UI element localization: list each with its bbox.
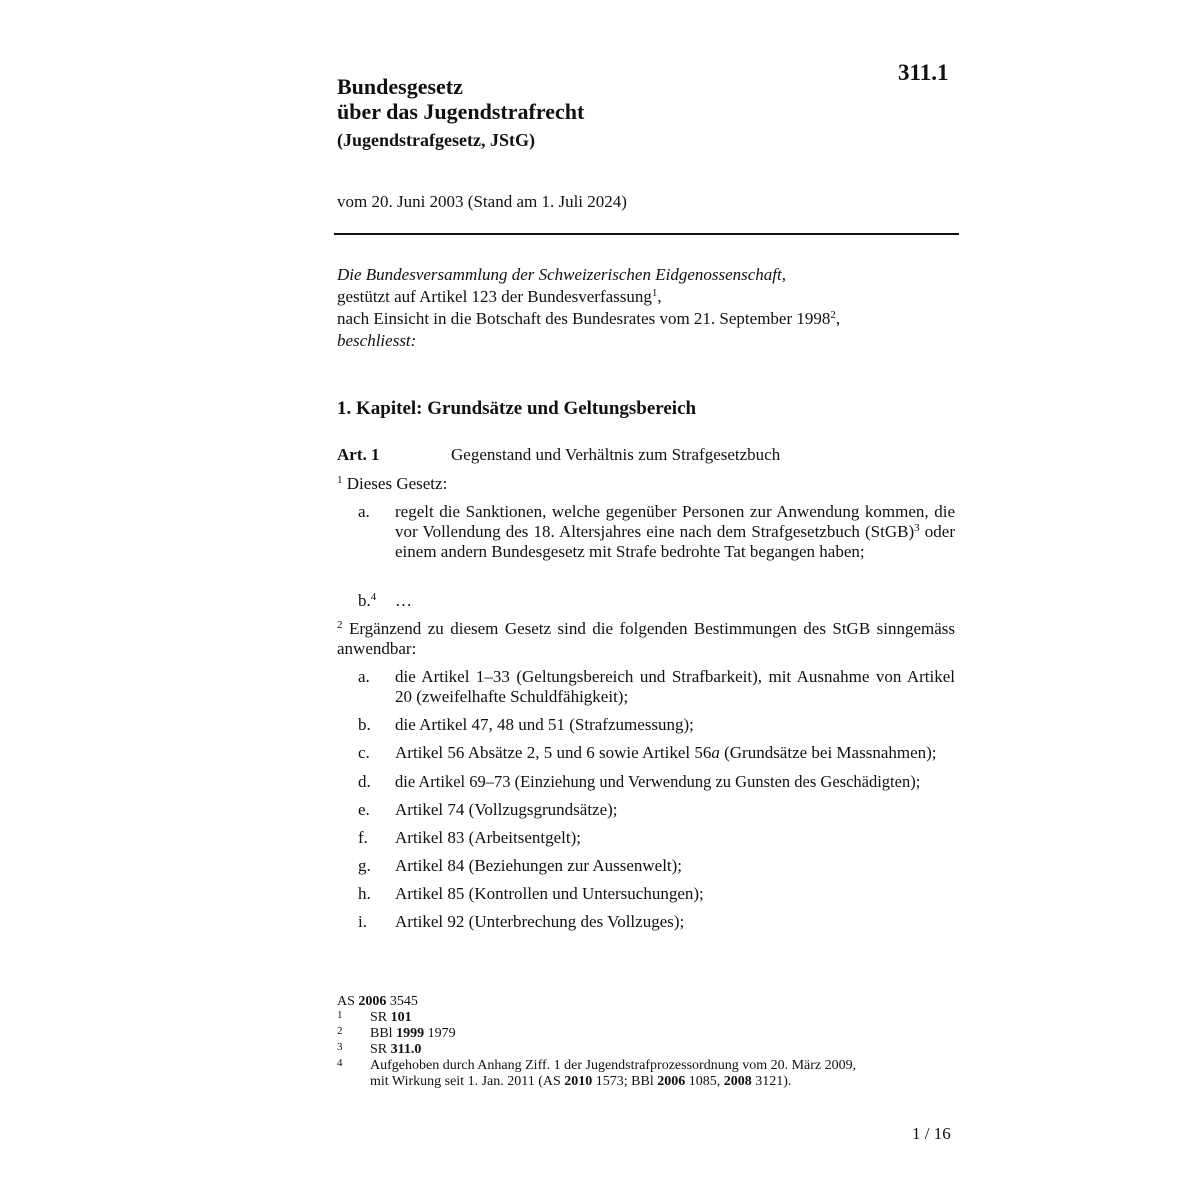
preamble bbox=[337, 264, 957, 352]
preamble-line-3: nach Einsicht in die Botschaft des Bundesrates vom 21. September 1998$^2$, bbox=[337, 309, 841, 328]
source-reference: AS 2006 3545 bbox=[337, 994, 418, 1009]
article-number: Art. 1 bbox=[337, 445, 380, 464]
paragraph-2: $^2$ Ergänzend zu diesem Gesetz sind die folgenden Bestimmungen des StGB sinngemäss anwendbar: bbox=[337, 619, 955, 658]
footnote-4: 4 Aufgehoben durch Anhang Ziff. 1 der Jugendstrafprozessordnung vom 20. März 2009, mit Wirkung seit 1. Jan. 2011 (AS 2010 1573; BBl 2006 1085, 2008 3121). bbox=[337, 1057, 857, 1089]
footnote-ref-1[interactable]: 1 bbox=[651, 287, 658, 299]
sr-number: 311.1 bbox=[898, 60, 949, 85]
paragraph-1: $^1$ Dieses Gesetz: bbox=[337, 474, 448, 493]
short-title: (Jugendstrafgesetz, JStG) bbox=[337, 130, 535, 150]
footnote-3: 3 SR 311.0 bbox=[337, 1041, 422, 1057]
page-number: 1 / 16 bbox=[912, 1124, 951, 1143]
list-label: b.$^4$ bbox=[358, 591, 377, 610]
list-text: regelt die Sanktionen, welche gegenüber Personen zur Anwendung kommen, die vor Vollendung des 18. Altersjahres eine nach dem Strafgesetzbuch (StGB)$^3$ oder einem andern Bundesgesetz mit Strafe bedrohte Tat begangen haben; bbox=[395, 502, 955, 561]
footnote-ref-2[interactable]: 2 bbox=[830, 309, 836, 321]
list-label: a. bbox=[358, 502, 370, 521]
preamble-line-1: Die Bundesversammlung der Schweizerischen Eidgenossenschaft, bbox=[337, 265, 786, 284]
chapter-heading: 1. Kapitel: Grundsätze und Geltungsbereich bbox=[337, 398, 697, 419]
date-line: vom 20. Juni 2003 (Stand am 1. Juli 2024) bbox=[337, 192, 627, 211]
title-line-1: Bundesgesetz bbox=[337, 74, 463, 99]
preamble-line-4: beschliesst: bbox=[337, 331, 417, 350]
title-line-2: über das Jugendstrafrecht bbox=[337, 99, 585, 124]
footnote-ref-4[interactable]: 4 bbox=[370, 591, 377, 603]
footnote-2: 2 BBl 1999 1979 bbox=[337, 1025, 456, 1041]
footnotes bbox=[337, 994, 957, 1090]
list-text: … bbox=[395, 591, 412, 610]
preamble-line-2: gestützt auf Artikel 123 der Bundesverfassung$^1$, bbox=[337, 287, 662, 306]
footnote-1: 1 SR 101 bbox=[337, 1009, 412, 1025]
header-divider bbox=[334, 233, 959, 235]
law-title bbox=[337, 74, 584, 124]
footnote-ref-3[interactable]: 3 bbox=[914, 522, 920, 534]
article-title: Gegenstand und Verhältnis zum Strafgesetzbuch bbox=[451, 445, 781, 464]
